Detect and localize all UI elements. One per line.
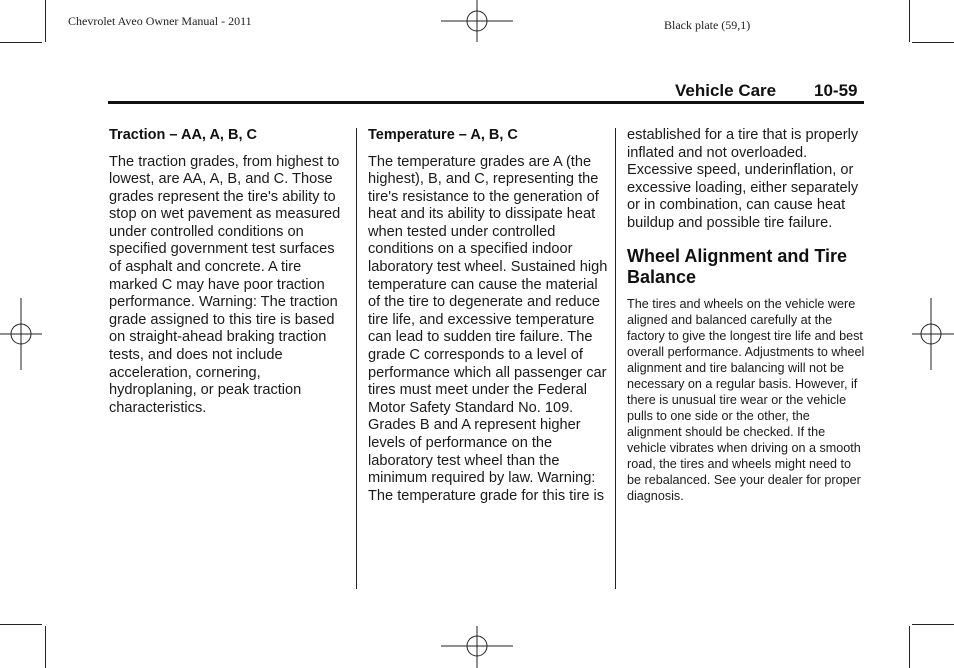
manual-title: Chevrolet Aveo Owner Manual - 2011 (68, 14, 252, 28)
wheel-alignment-body: The tires and wheels on the vehicle were aligned and balanced carefully at the factory to give the longest tire life and best overall performance. Adjustments to wheel alignment and tire balancing will not be necessary on a regular basis. However, if there is unusual tire wear or the vehicle pulls to one side or the other, the alignment should be checked. If the vehicle vibrates when driving on a smooth road, the tires and wheels might need to be rebalanced. See your dealer for proper diagnosis. (627, 296, 865, 503)
column-middle (368, 127, 608, 505)
section-title: Vehicle Care (675, 81, 777, 100)
plate-label: Black plate (59,1) (664, 18, 751, 32)
header-rule (108, 101, 864, 104)
column-divider (356, 128, 357, 589)
page-number: 10-59 (814, 81, 858, 100)
traction-heading: Traction – AA, A, B, C (109, 127, 257, 143)
wheel-alignment-heading: Wheel Alignment and Tire Balance (627, 245, 848, 287)
column-right (627, 127, 867, 504)
column-left (109, 127, 345, 417)
temperature-heading: Temperature – A, B, C (368, 127, 518, 143)
temperature-body: The temperature grades are A (the highest), B, and C, representing the tire's resistance to the generation of heat and its ability to dissipate heat when tested under controlled conditions on a specified indoor laboratory test wheel. Sustained high temperature can cause the material of the tire to degenerate and reduce tire life, and excessive temperature can lead to sudden tire failure. The grade C corresponds to a level of performance which all passenger car tires must meet under the Federal Motor Safety Standard No. 109. Grades B and A represent higher levels of performance on the laboratory test wheel than the minimum required by law. Warning: The temperature grade for this tire is (368, 153, 608, 504)
column-divider (615, 128, 616, 589)
traction-body: The traction grades, from highest to lowest, are AA, A, B, and C. Those grades represent the tire's ability to stop on wet pavement as measured under controlled conditions on specified government test surfaces of asphalt and concrete. A tire marked C may have poor traction performance. Warning: The traction grade assigned to this tire is based on straight-ahead braking traction tests, and does not include acceleration, cornering, hydroplaning, or peak traction characteristics. (109, 153, 341, 416)
temperature-continuation: established for a tire that is properly inflated and not overloaded. Excessive speed, underinflation, or excessive loading, either separately or in combination, can cause heat buildup and possible tire failure. (627, 127, 859, 231)
